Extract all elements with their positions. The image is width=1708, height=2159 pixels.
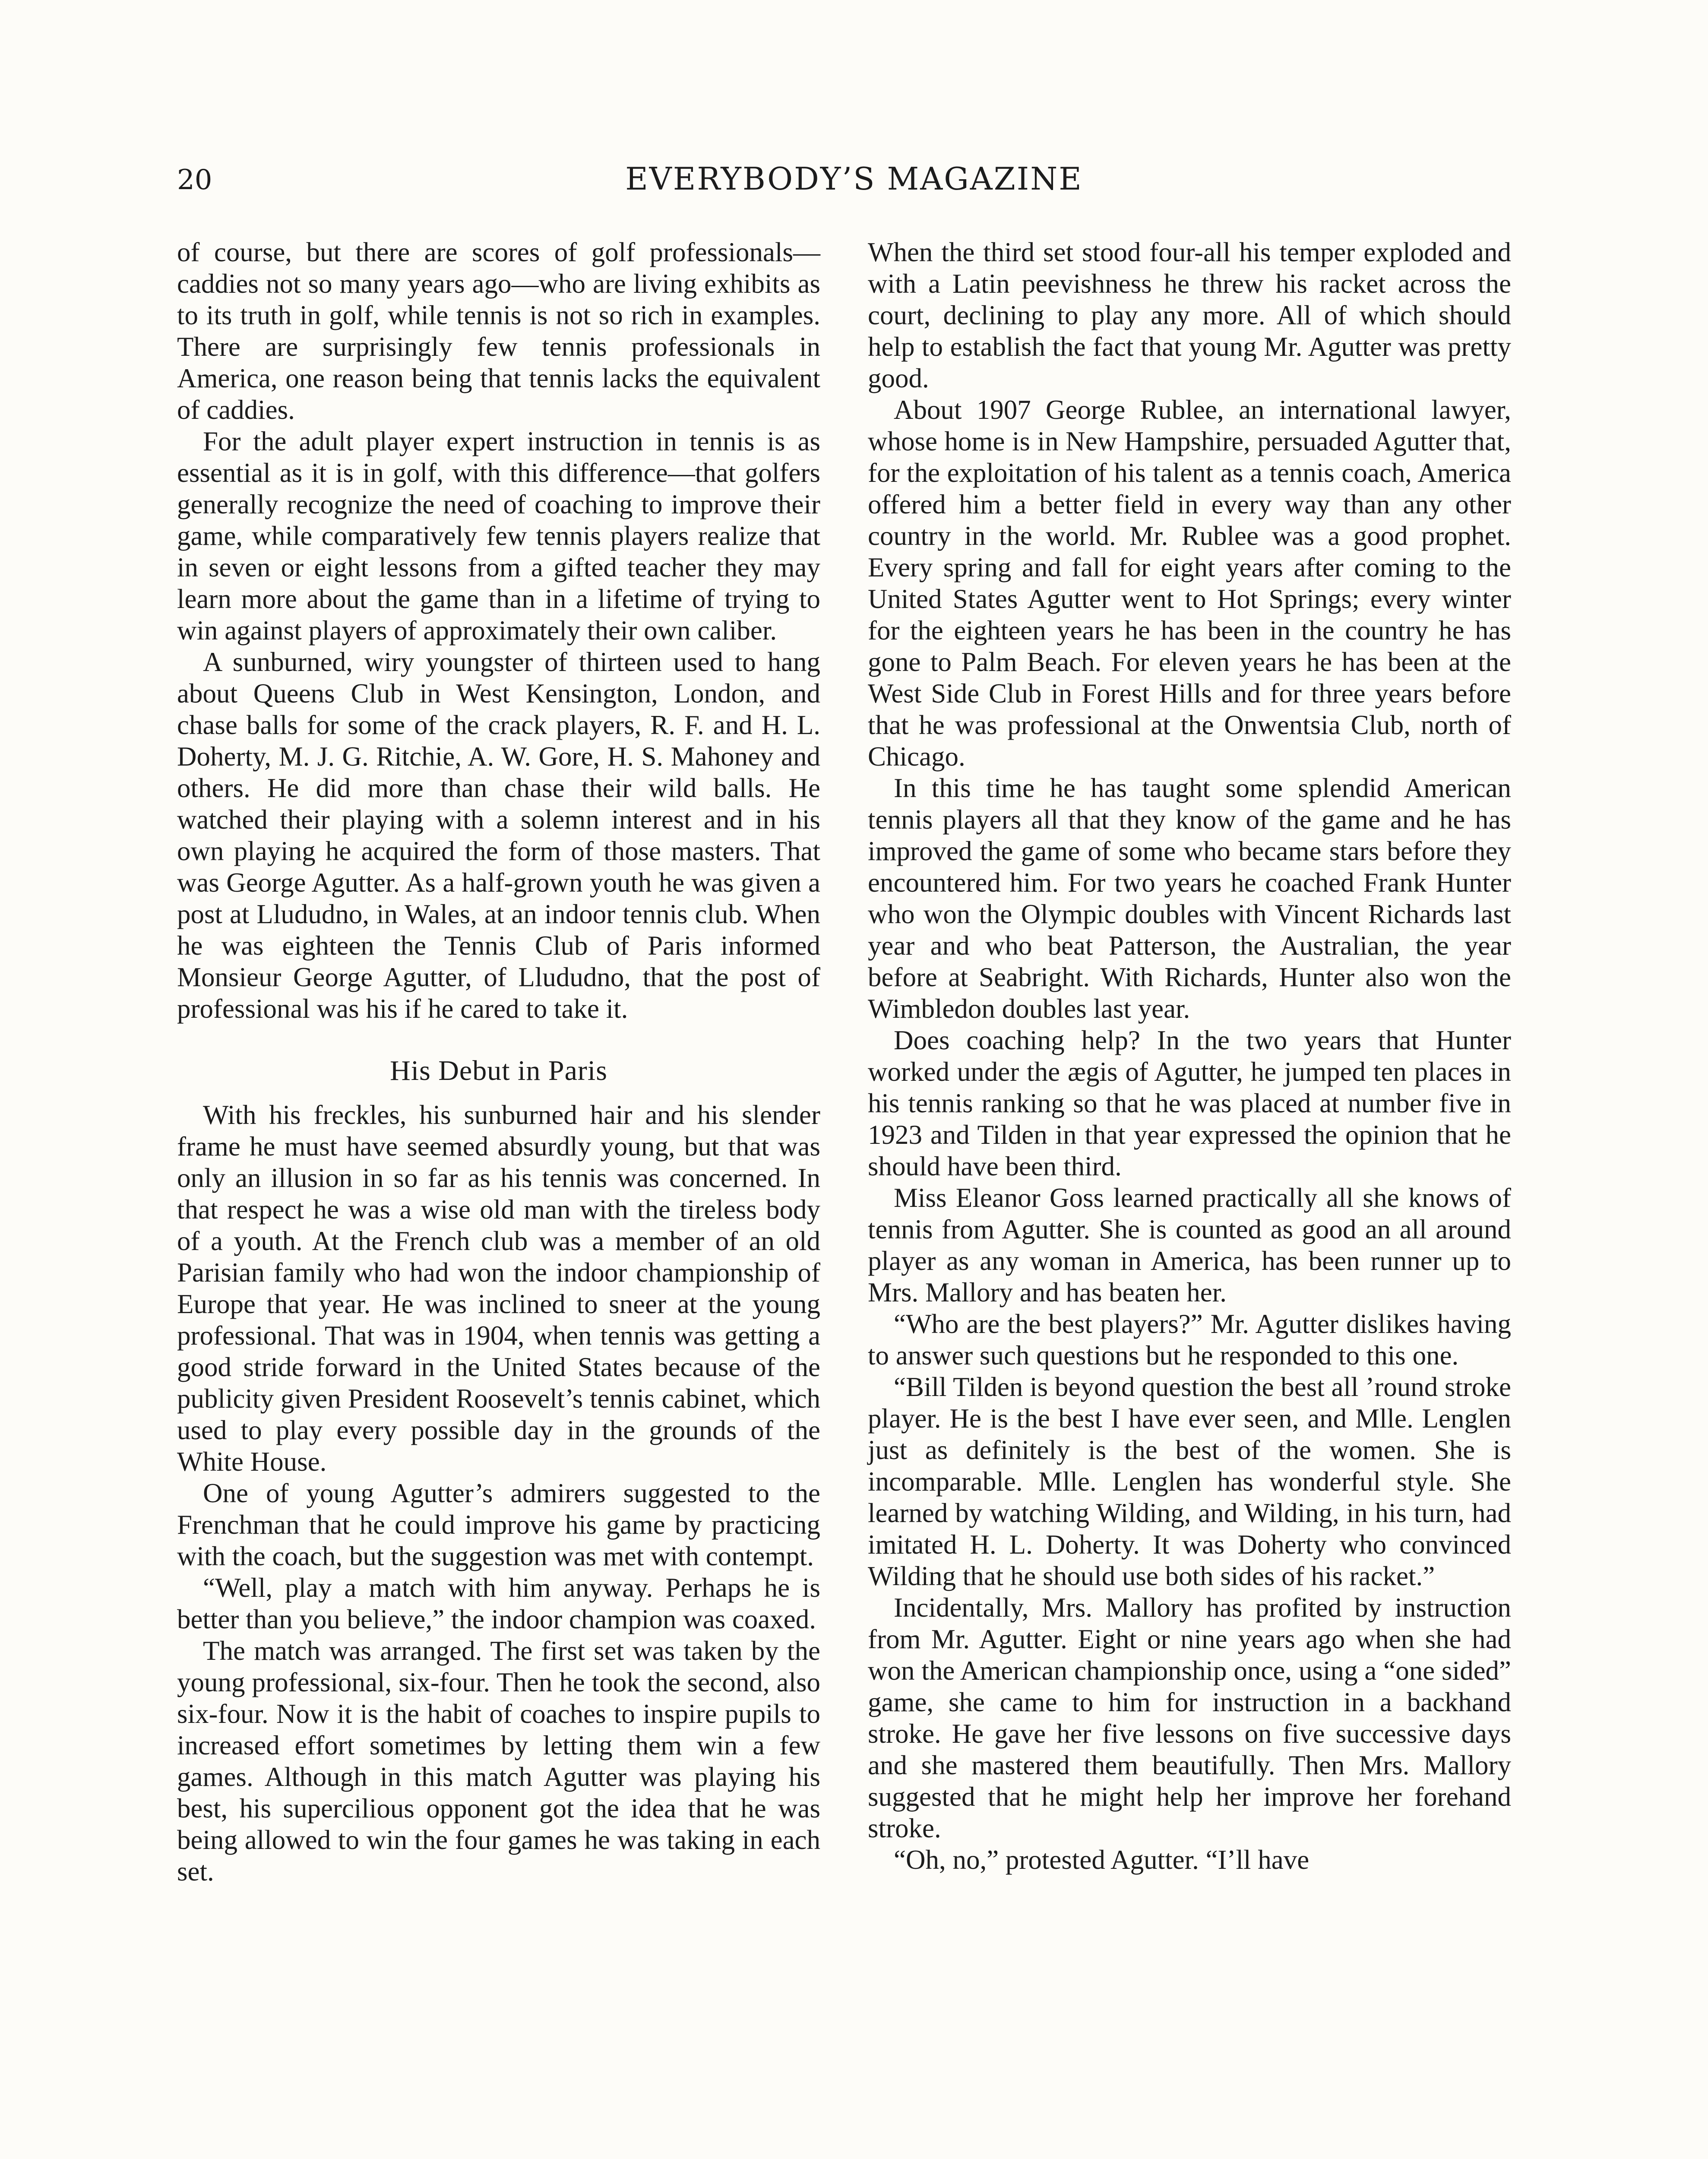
paragraph: A sunburned, wiry youngster of thirteen used to hang about Queens Club in West Kensington, London, and chase balls for some of the crack players, R. F. and H. L. Doherty, M. J. G. Ritchie, A. W. Gore, H. S. Mahoney and others. He did more than chase their wild balls. He watched their playing with a solemn interest and in his own playing he acquired the form of those masters. That was George Agutter. As a half-grown youth he was given a post at Llududno, in Wales, at an indoor tennis club. When he was eighteen the Tennis Club of Paris informed Monsieur George Agutter, of Llududno, that the post of professional was his if he cared to take it.: [177, 647, 820, 1024]
running-title: EVERYBODY’S MAGAZINE: [625, 161, 1083, 197]
paragraph: For the adult player expert instruction in tennis is as essential as it is in golf, with this difference—that golfers generally recognize the need of coaching to improve their game, while comparatively few tennis players realize that in seven or eight lessons from a gifted teacher they may learn more about the game than in a lifetime of trying to win against players of approximately their own caliber.: [177, 426, 820, 646]
paragraph: Incidentally, Mrs. Mallory has profited by instruction from Mr. Agutter. Eight or nine years ago when she had won the American championship once, using a “one sided” game, she came to him for instruction in a backhand stroke. He gave her five lessons on five successive days and she mastered them beautifully. Then Mrs. Mallory suggested that he might help her improve her forehand stroke.: [868, 1592, 1511, 1843]
paragraph: The match was arranged. The first set was taken by the young professional, six-four. Then he took the second, also six-four. Now it is the habit of coaches to inspire pupils to increased effort sometimes by letting them win a few games. Although in this match Agutter was playing his best, his supercilious opponent got the idea that he was being allowed to win the four games he was taking in each set.: [177, 1636, 820, 1887]
paragraph: “Oh, no,” protested Agutter. “I’ll have: [894, 1845, 1309, 1875]
section-subhead: His Debut in Paris: [390, 1055, 607, 1086]
paragraph: One of young Agutter’s admirers suggested to the Frenchman that he could improve his game by practicing with the coach, but the suggestion was met with contempt.: [177, 1478, 820, 1571]
paragraph: Does coaching help? In the two years that Hunter worked under the ægis of Agutter, he jumped ten places in his tennis ranking so that he was placed at number five in 1923 and Tilden in that year expressed the opinion that he should have been third.: [868, 1025, 1511, 1181]
paragraph: In this time he has taught some splendid American tennis players all that they know of the game and he has improved the game of some who became stars before they encountered him. For two years he coached Frank Hunter who won the Olympic doubles with Vincent Richards last year and who beat Patterson, the Australian, the year before at Seabright. With Richards, Hunter also won the Wimbledon doubles last year.: [868, 773, 1511, 1024]
paragraph: of course, but there are scores of golf professionals—caddies not so many years ago—who are living exhibits as to its truth in golf, while tennis is not so rich in examples. There are surprisingly few tennis professionals in America, one reason being that tennis lacks the equivalent of caddies.: [177, 237, 820, 425]
right-column: [868, 237, 1511, 1876]
paragraph: “Who are the best players?” Mr. Agutter dislikes having to answer such questions but he responded to this one.: [868, 1309, 1511, 1371]
paragraph: “Bill Tilden is beyond question the best all ’round stroke player. He is the best I have ever seen, and Mlle. Lenglen just as definitely is the best of the women. She is incomparable. Mlle. Lenglen has wonderful style. She learned by watching Wilding, and Wilding, in his turn, had imitated H. L. Doherty. It was Doherty who convinced Wilding that he should use both sides of his racket.”: [868, 1372, 1511, 1591]
page-number: 20: [177, 164, 212, 196]
paragraph: With his freckles, his sunburned hair and his slender frame he must have seemed absurdly young, but that was only an illusion in so far as his tennis was concerned. In that respect he was a wise old man with the tireless body of a youth. At the French club was a member of an old Parisian family who had won the indoor championship of Europe that year. He was inclined to sneer at the young professional. That was in 1904, when tennis was getting a good stride forward in the United States because of the publicity given President Roosevelt’s tennis cabinet, which used to play every possible day in the grounds of the White House.: [177, 1100, 820, 1477]
paragraph: About 1907 George Rublee, an international lawyer, whose home is in New Hampshire, persuaded Agutter that, for the exploitation of his talent as a tennis coach, America offered him a better field in every way than any other country in the world. Mr. Rublee was a good prophet. Every spring and fall for eight years after coming to the United States Agutter went to Hot Springs; every winter for the eighteen years he has been in the country he has gone to Palm Beach. For eleven years he has been at the West Side Club in Forest Hills and for three years before that he was professional at the Onwentsia Club, north of Chicago.: [868, 395, 1511, 772]
paragraph: “Well, play a match with him anyway. Perhaps he is better than you believe,” the indoor champion was coaxed.: [177, 1573, 820, 1634]
left-column: [177, 237, 820, 1887]
paragraph: When the third set stood four-all his temper exploded and with a Latin peevishness he threw his racket across the court, declining to play any more. All of which should help to establish the fact that young Mr. Agutter was pretty good.: [868, 237, 1511, 393]
paragraph: Miss Eleanor Goss learned practically all she knows of tennis from Agutter. She is counted as good an all around player as any woman in America, has been runner up to Mrs. Mallory and has beaten her.: [868, 1183, 1511, 1307]
